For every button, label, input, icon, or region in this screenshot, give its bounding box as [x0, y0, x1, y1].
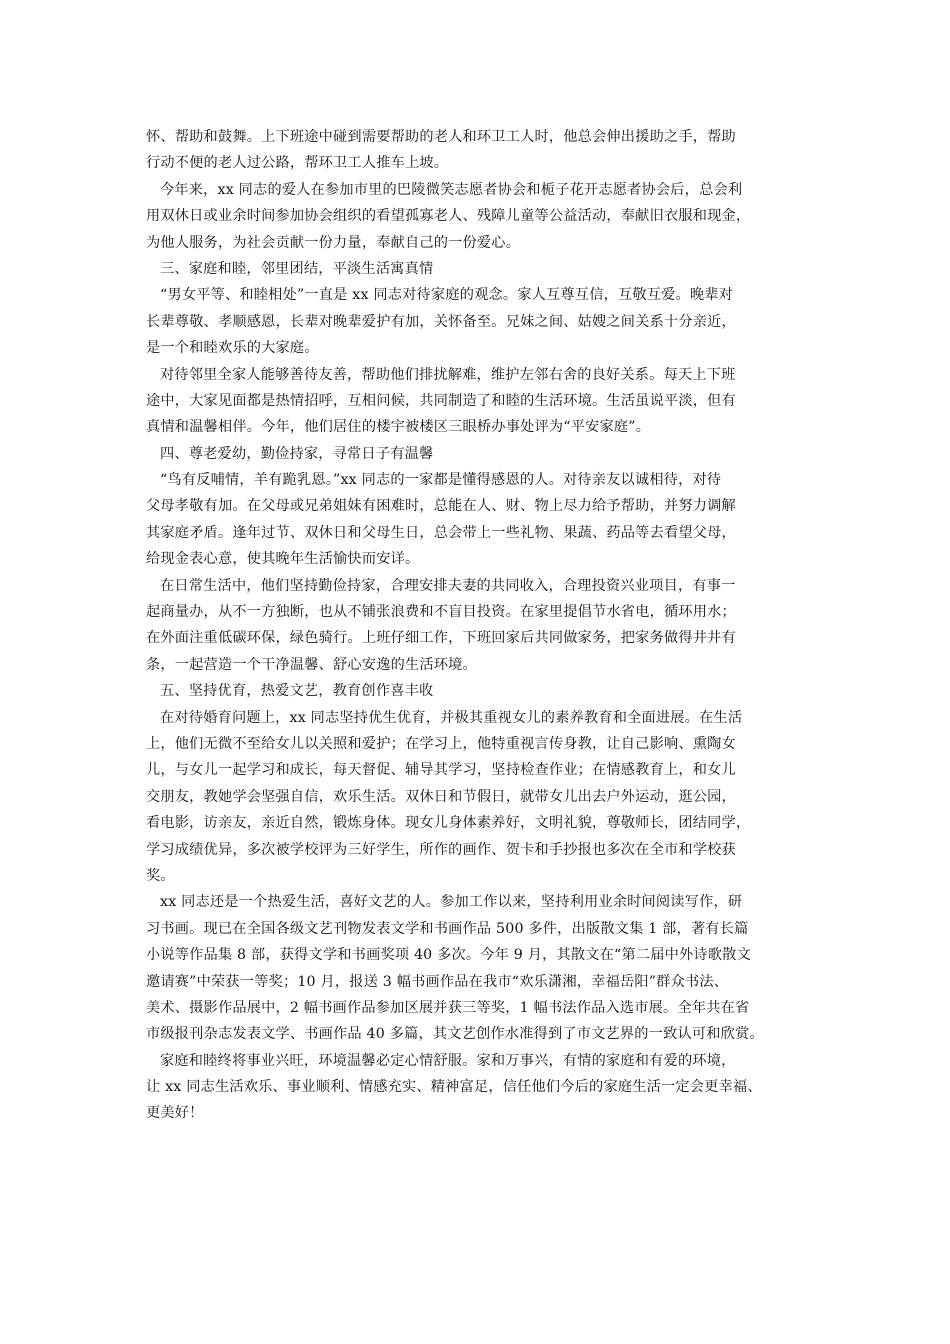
text-line: 习书画。现已在全国各级文艺刊物发表文学和书画作品 500 多件，出版散文集 1 部，著有长篇 [146, 920, 749, 937]
text-line: 行动不便的老人过公路，帮环卫工人推车上坡。 [146, 155, 449, 172]
text-line: 家庭和睦终将事业兴旺，环境温馨必定心情舒服。家和万事兴，有情的家庭和有爱的环境， [160, 1052, 736, 1069]
text-line: 五、坚持优育，热爱文艺，教育创作喜丰收 [160, 683, 434, 700]
text-line: 父母孝敬有加。在父母或兄弟姐妹有困难时，总能在人、财、物上尽力给予帮助，并努力调解 [146, 498, 736, 515]
text-line: 美术、摄影作品展中，2 幅书画作品参加区展并获三等奖，1 幅书法作品入选市展。全年共在省 [146, 999, 750, 1016]
text-line: “鸟有反哺情，羊有跪乳恩。”xx 同志的一家都是懂得感恩的人。对待亲友以诚相待，对待 [160, 472, 722, 489]
text-line: 其家庭矛盾。逢年过节、双休日和父母生日，总会带上一些礼物、果蔬、药品等去看望父母， [146, 524, 736, 541]
text-line: 儿，与女儿一起学习和成长，每天督促、辅导其学习，坚持检查作业；在情感教育上，和女儿 [146, 762, 736, 779]
text-line: 四、尊老爱幼，勤俭持家，寻常日子有温馨 [160, 445, 434, 462]
text-line: 看电影，访亲友，亲近自然，锻炼身体。现女儿身体素养好，文明礼貌，尊敬师长，团结同学， [146, 815, 751, 832]
text-line: 对待邻里全家人能够善待友善，帮助他们排扰解难，维护左邻右舍的良好关系。每天上下班 [160, 366, 736, 383]
text-line: 更美好！ [146, 1105, 204, 1122]
text-line: 条，一起营造一个干净温馨、舒心安逸的生活环境。 [146, 656, 477, 673]
text-line: 长辈尊敬、孝顺感恩，长辈对晚辈爱护有加，关怀备至。兄妹之间、姑嫂之间关系十分亲近， [146, 313, 736, 330]
text-line: 市级报刊杂志发表文学、书画作品 40 多篇，其文艺创作水准得到了市文艺界的一致认可和欣赏。 [146, 1026, 764, 1043]
text-line: 邀请赛”中荣获一等奖；10 月，报送 3 幅书画作品在我市“欢乐潇湘，幸福岳阳”群众书法、 [146, 973, 729, 990]
text-line: “男女平等、和睦相处”一直是 xx 同志对待家庭的观念。家人互尊互信，互敬互爱。晚辈对 [160, 287, 734, 304]
text-line: 三、家庭和睦，邻里团结，平淡生活寓真情 [160, 260, 434, 277]
text-line: 为他人服务，为社会贡献一份力量，奉献自己的一份爱心。 [146, 234, 521, 251]
text-line: 真情和温馨相伴。今年，他们居住的楼宇被楼区三眼桥办事处评为“平安家庭”。 [146, 419, 651, 436]
text-line: 在对待婚育问题上，xx 同志坚持优生优育，并极其重视女儿的素养教育和全面进展。在生活 [160, 709, 743, 726]
text-line: 给现金表心意，使其晚年生活愉快而安详。 [146, 551, 420, 568]
text-line: 途中，大家见面都是热情招呼，互相问候，共同制造了和睦的生活环境。生活虽说平淡，但有 [146, 392, 736, 409]
text-line: 用双休日或业余时间参加协会组织的看望孤寡老人、残障儿童等公益活动，奉献旧衣服和现金， [146, 208, 751, 225]
text-line: 交朋友，教她学会坚强自信，欢乐生活。双休日和节假日，就带女儿出去户外运动，逛公园， [146, 788, 736, 805]
text-line: 小说等作品集 8 部，获得文学和书画奖项 40 多次。今年 9 月，其散文在“第二届中外诗歌散文 [146, 947, 751, 964]
text-line: 上，他们无微不至给女儿以关照和爱护；在学习上，他特重视言传身教，让自己影响、熏陶女 [146, 735, 736, 752]
text-line: 今年来，xx 同志的爱人在参加市里的巴陵微笑志愿者协会和栀子花开志愿者协会后，总会利 [160, 181, 743, 198]
text-line: 起商量办，从不一方独断，也从不铺张浪费和不盲目投资。在家里提倡节水省电，循环用水； [146, 604, 736, 621]
text-line: 学习成绩优异，多次被学校评为三好学生，所作的画作、贺卡和手抄报也多次在全市和学校获 [146, 841, 736, 858]
text-line: 怀、帮助和鼓舞。上下班途中碰到需要帮助的老人和环卫工人时，他总会伸出援助之手，帮助 [146, 129, 736, 145]
text-line: 是一个和睦欢乐的大家庭。 [146, 340, 319, 357]
text-line: 在外面注重低碳环保，绿色骑行。上班仔细工作，下班回家后共同做家务，把家务做得井井有 [146, 630, 736, 647]
document-body [146, 124, 816, 1127]
text-line: xx 同志还是一个热爱生活，喜好文艺的人。参加工作以来，坚持利用业余时间阅读写作，研 [160, 894, 743, 911]
text-line: 奖。 [146, 867, 175, 884]
text-line: 在日常生活中，他们坚持勤俭持家，合理安排夫妻的共同收入，合理投资兴业项目，有事一 [160, 577, 736, 594]
text-line: 让 xx 同志生活欢乐、事业顺利、情感充实、精神富足，信任他们今后的家庭生活一定会更幸福、 [146, 1079, 762, 1096]
